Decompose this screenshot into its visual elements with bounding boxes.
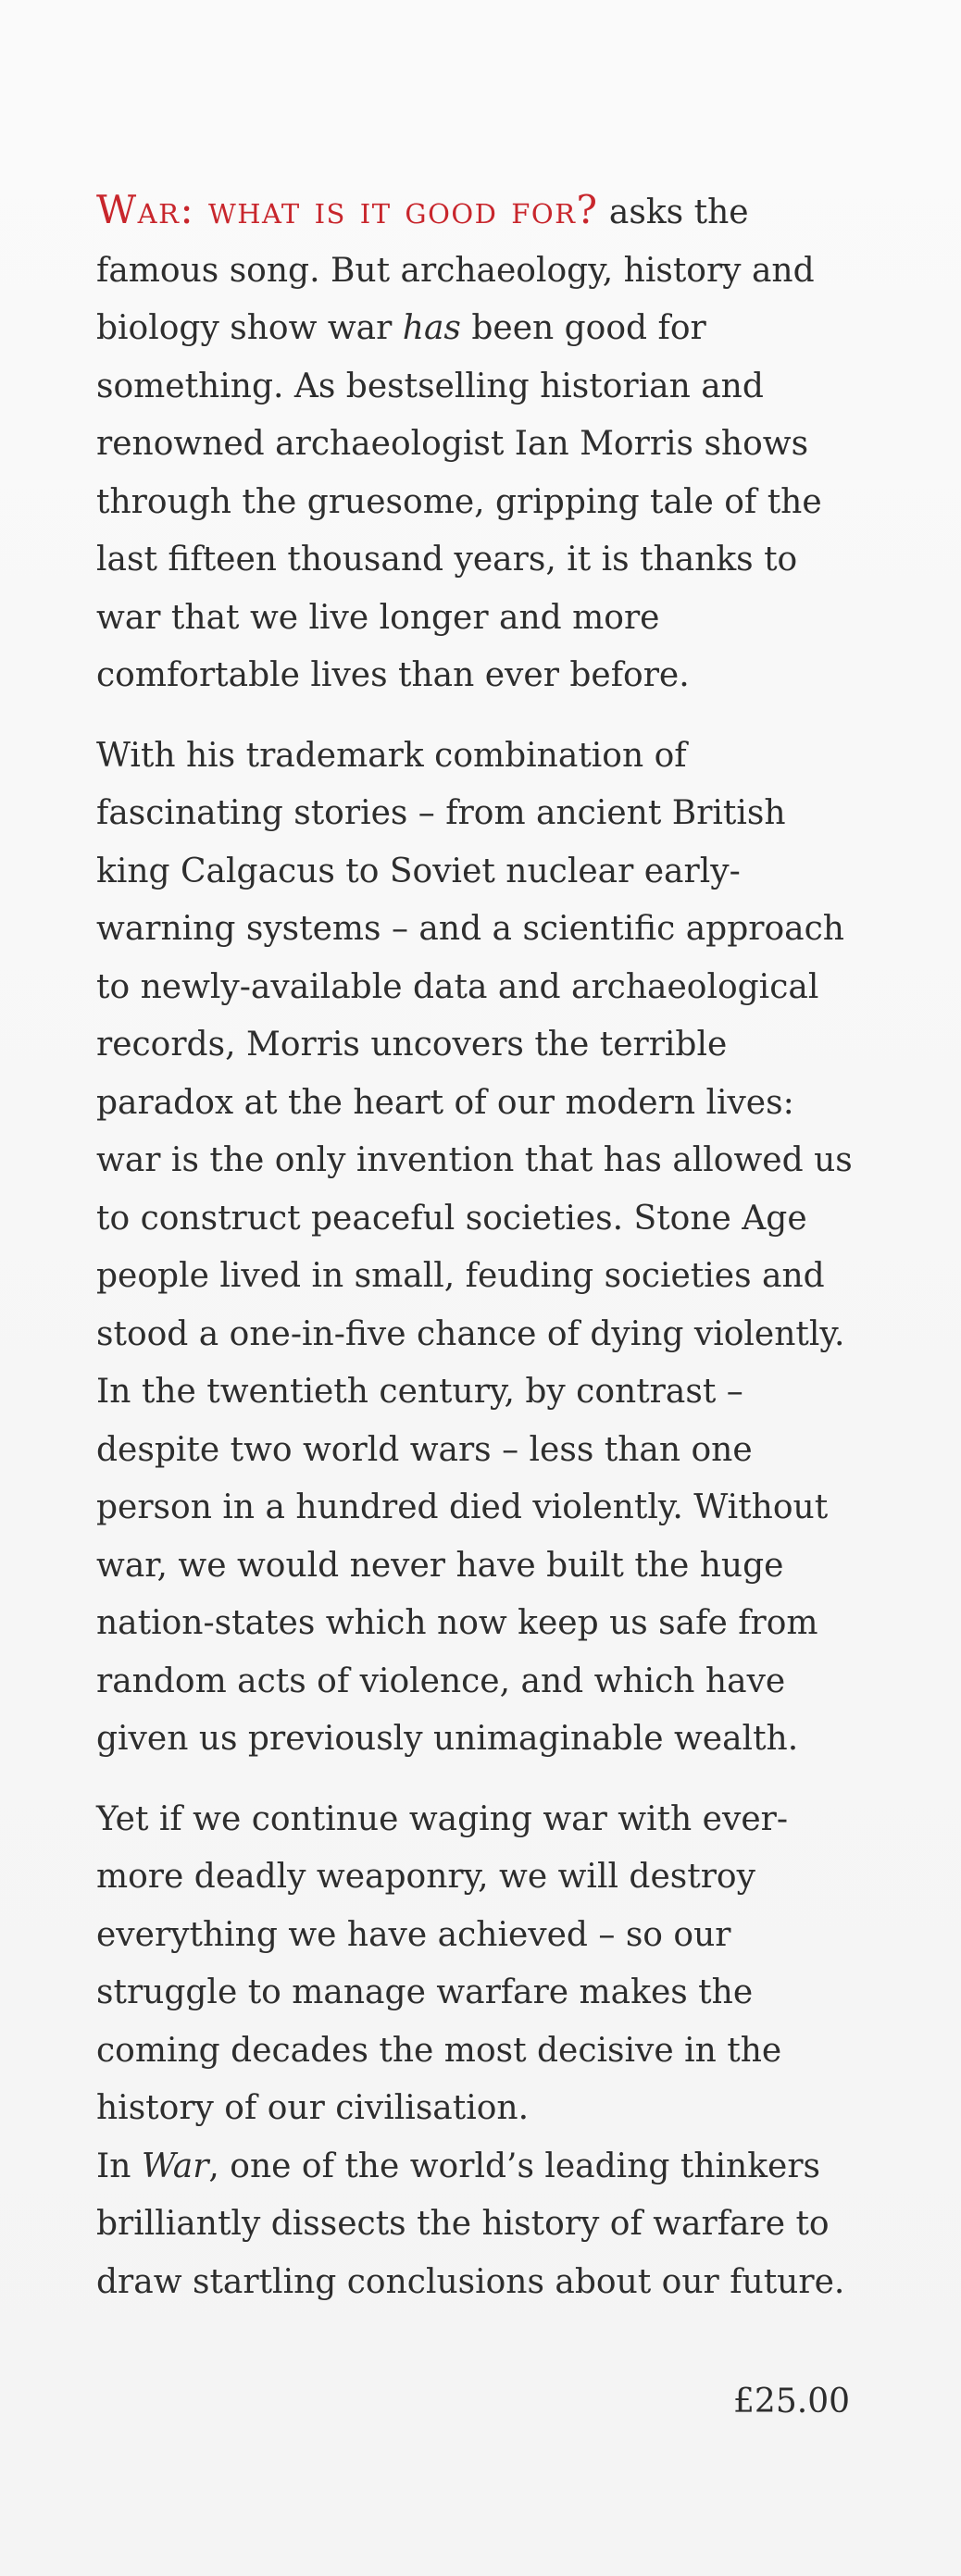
p4-text-b: , one of the world’s leading thinkers brilliantly dissects the history of warfare to draw startling conclusions about our future. [96, 2147, 845, 2301]
blurb-paragraph-4 [96, 2138, 855, 2312]
blurb-paragraph-1 [96, 181, 855, 705]
book-title-italic: War [141, 2147, 209, 2185]
p1-emphasis: has [402, 309, 461, 347]
blurb-paragraph-3: Yet if we continue waging war with ever-more deadly weaponry, we will destroy everything we have achieved – so our struggle to manage warfare makes the coming decades the most decisive in the history of our civilisation. [96, 1799, 788, 2127]
p1-text-b: been good for something. As bestselling historian and renowned archaeologist Ian Morris shows through the gruesome, gripping tale of the last fifteen thousand years, it is thanks to war that we live longer and more comfortable lives than ever before. [96, 309, 822, 694]
blurb-text [96, 181, 855, 2333]
blurb-paragraph-2: With his trademark combination of fascinating stories – from ancient British king Calgacus to Soviet nuclear early-warning systems – and a scientific approach to newly-available data and archaeological records, Morris uncovers the terrible paradox at the heart of our modern lives: war is the only invention that has allowed us to construct peaceful societies. Stone Age people lived in small, feuding societies and stood a one-in-five chance of dying violently. In the twentieth century, by contrast – despite two world wars – less than one person in a hundred died violently. Without war, we would never have built the huge nation-states which now keep us safe from random acts of violence, and which have given us previously unimaginable wealth. [96, 736, 853, 1758]
lead-in-title: War: what is it good for? [96, 187, 599, 232]
p1-text-a: asks the famous song. But archaeology, history and biology show war [96, 193, 815, 347]
p4-text-a: In [96, 2147, 142, 2185]
price-label: £25.00 [733, 2383, 850, 2420]
